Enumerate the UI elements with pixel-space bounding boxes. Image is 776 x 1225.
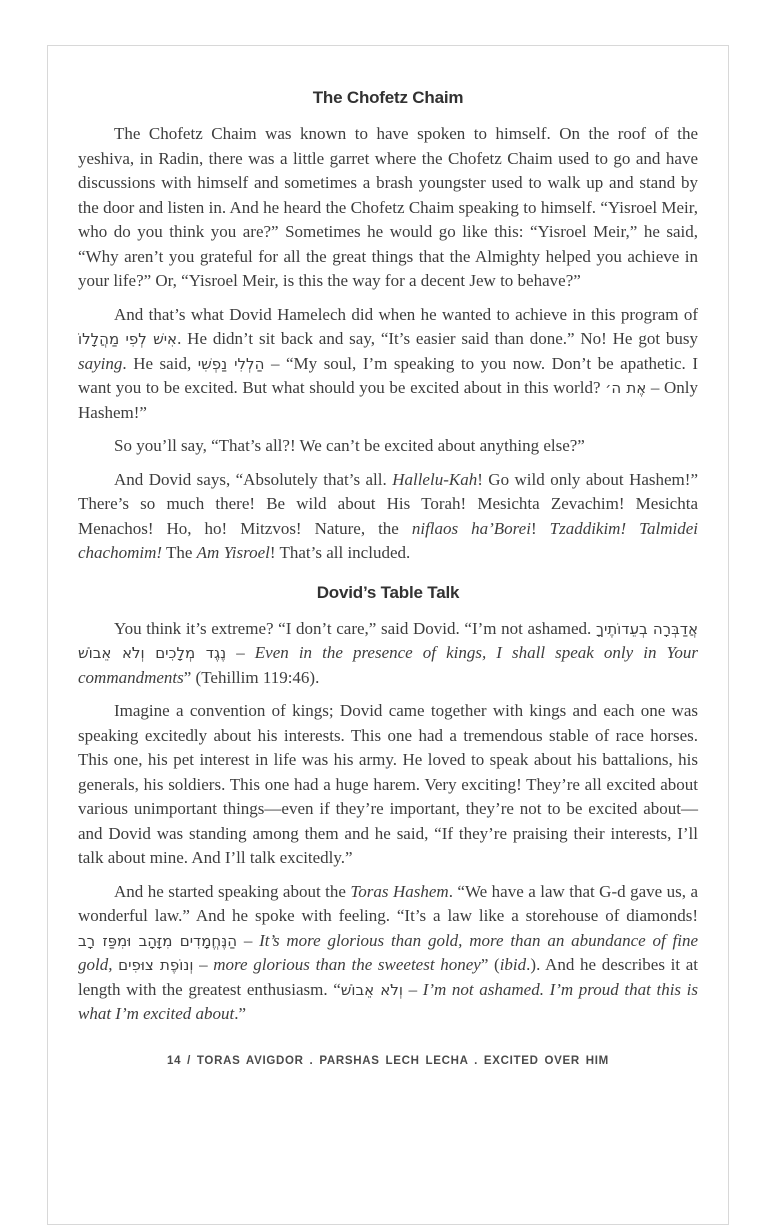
italic-text: Hallelu-Kah xyxy=(392,469,478,489)
page-content xyxy=(48,46,728,1027)
text-run: And he started speaking about the xyxy=(114,881,351,901)
hebrew-phrase: אִישׁ לְפִי מַהֲלָלוֹ xyxy=(78,330,178,348)
hebrew-phrase: הַנֶּחֱמָדִים מִזָּהָב וּמִפַּז רָב xyxy=(78,931,238,950)
hebrew-phrase: וְנוֹפֶת צוּפִים xyxy=(118,956,194,974)
italic-text: niflaos ha’Borei xyxy=(411,518,531,538)
text-run: . “We have a law that G-d gave us, a wonderful law.” And he spoke with feeling. “It’s a law like a storehouse of diamonds! xyxy=(78,881,699,925)
text-run: . He didn’t sit back and say, “It’s easier said than done.” No! He got busy xyxy=(177,329,698,348)
hebrew-phrase: אֲדַבְּרָה בְעֵדוֹתֶיךָ נֶגֶד מְלָכִים וְלֹא אֵבוֹשׁ xyxy=(78,619,698,662)
paragraph xyxy=(78,434,698,459)
paragraph xyxy=(78,699,698,871)
hebrew-phrase: אֶת ה׳ xyxy=(605,379,647,397)
text-run: – xyxy=(402,979,423,999)
italic-text: saying xyxy=(78,353,123,373)
paragraph xyxy=(78,303,698,426)
text-run: Imagine a convention of kings; Dovid came together with kings and each one was speaking excitedly about his interests. This one had a tremendous stable of race horses. This one, his pet interest in life was his army. He loved to speak about his battalions, his generals, his soldiers. This one had a huge harem. Very exciting! They’re all excited about various unimportant things—even if they’re important, they’re not to be excited about—and Dovid was standing among them and he said, “If they’re praising their interests, I’ll talk about mine. And I’ll talk excitedly.” xyxy=(78,701,698,867)
text-run: – Only Hashem!” xyxy=(78,378,699,422)
text-run: The xyxy=(162,543,197,562)
italic-text: more glorious than the sweetest honey xyxy=(213,955,481,974)
italic-text: Even in the presence of kings, I shall speak only in Your commandments xyxy=(78,643,699,687)
page xyxy=(47,45,729,1225)
text-run: .). And he describes it at length with the greatest enthusiasm. “ xyxy=(78,955,699,999)
text-run: And that’s what Dovid Hamelech did when he wanted to achieve in this program of xyxy=(114,304,698,324)
section-heading: The Chofetz Chaim xyxy=(312,88,464,107)
text-run: – “My soul, I’m speaking to you now. Don’t be apathetic. I want you to be excited. But what should you be excited about in this world? xyxy=(78,353,698,397)
paragraph xyxy=(78,617,698,691)
hebrew-phrase: הַלְלִי נַפְשִׁי xyxy=(197,354,265,373)
text-run: So you’ll say, “That’s all?! We can’t be excited about anything else?” xyxy=(114,436,585,455)
italic-text: ibid xyxy=(499,955,527,974)
text-run: ! xyxy=(530,518,550,538)
text-run: – xyxy=(193,955,214,974)
paragraph xyxy=(78,880,698,1027)
italic-text: Toras Hashem xyxy=(350,881,449,901)
text-run: – xyxy=(226,643,255,662)
text-run: The Chofetz Chaim was known to have spoken to himself. On the roof of the yeshiva, in Radin, there was a little garret where the Chofetz Chaim used to go and have discussions with himself and sometimes a brash youngster used to walk up and stand by the door and listen in. And he heard the Chofetz Chaim speaking to himself. “Yisroel Meir, who do you think you are?” Sometimes he would go like this: “Yisroel Meir,” he said, “Why aren’t you grateful for all the great things that the Almighty helped you achieve in your life?” Or, “Yisroel Meir, is this the way for a decent Jew to behave?” xyxy=(78,124,698,290)
italic-text: It’s more glorious than gold, more than an abundance of fine gold, xyxy=(78,930,698,974)
text-run: You think it’s extreme? “I don’t care,” said Dovid. “I’m not ashamed. xyxy=(114,618,596,638)
text-run: . He said, xyxy=(122,353,198,373)
text-run: – xyxy=(237,930,260,950)
hebrew-phrase: וְלֹא אֵבוֹשׁ xyxy=(340,980,403,999)
italic-text: Tzaddikim! Talmidei chachomim! xyxy=(78,518,699,562)
text-run: ! Go wild only about Hashem!” There’s so much there! Be wild about His Torah! Mesichta Zevachim! Mesichta Menachos! Ho, ho! Mitzvos! Nature, the xyxy=(78,469,698,538)
paragraph xyxy=(78,468,698,566)
italic-text: Am Yisroel xyxy=(196,543,270,562)
italic-text: I’m not ashamed. I’m proud that this is what I’m excited about xyxy=(78,979,698,1023)
text-run: ” ( xyxy=(480,955,500,974)
text-run: ! That’s all included. xyxy=(269,543,411,562)
paragraph xyxy=(78,122,698,294)
page-footer: 14 / TORAS AVIGDOR . PARSHAS LECH LECHA . EXCITED OVER HIM xyxy=(167,1054,609,1067)
section-heading: Dovid’s Table Talk xyxy=(316,582,460,602)
text-run: And Dovid says, “Absolutely that’s all. xyxy=(114,469,393,489)
text-run: ” (Tehillim 119:46). xyxy=(183,667,320,687)
text-run: .” xyxy=(234,1004,247,1023)
